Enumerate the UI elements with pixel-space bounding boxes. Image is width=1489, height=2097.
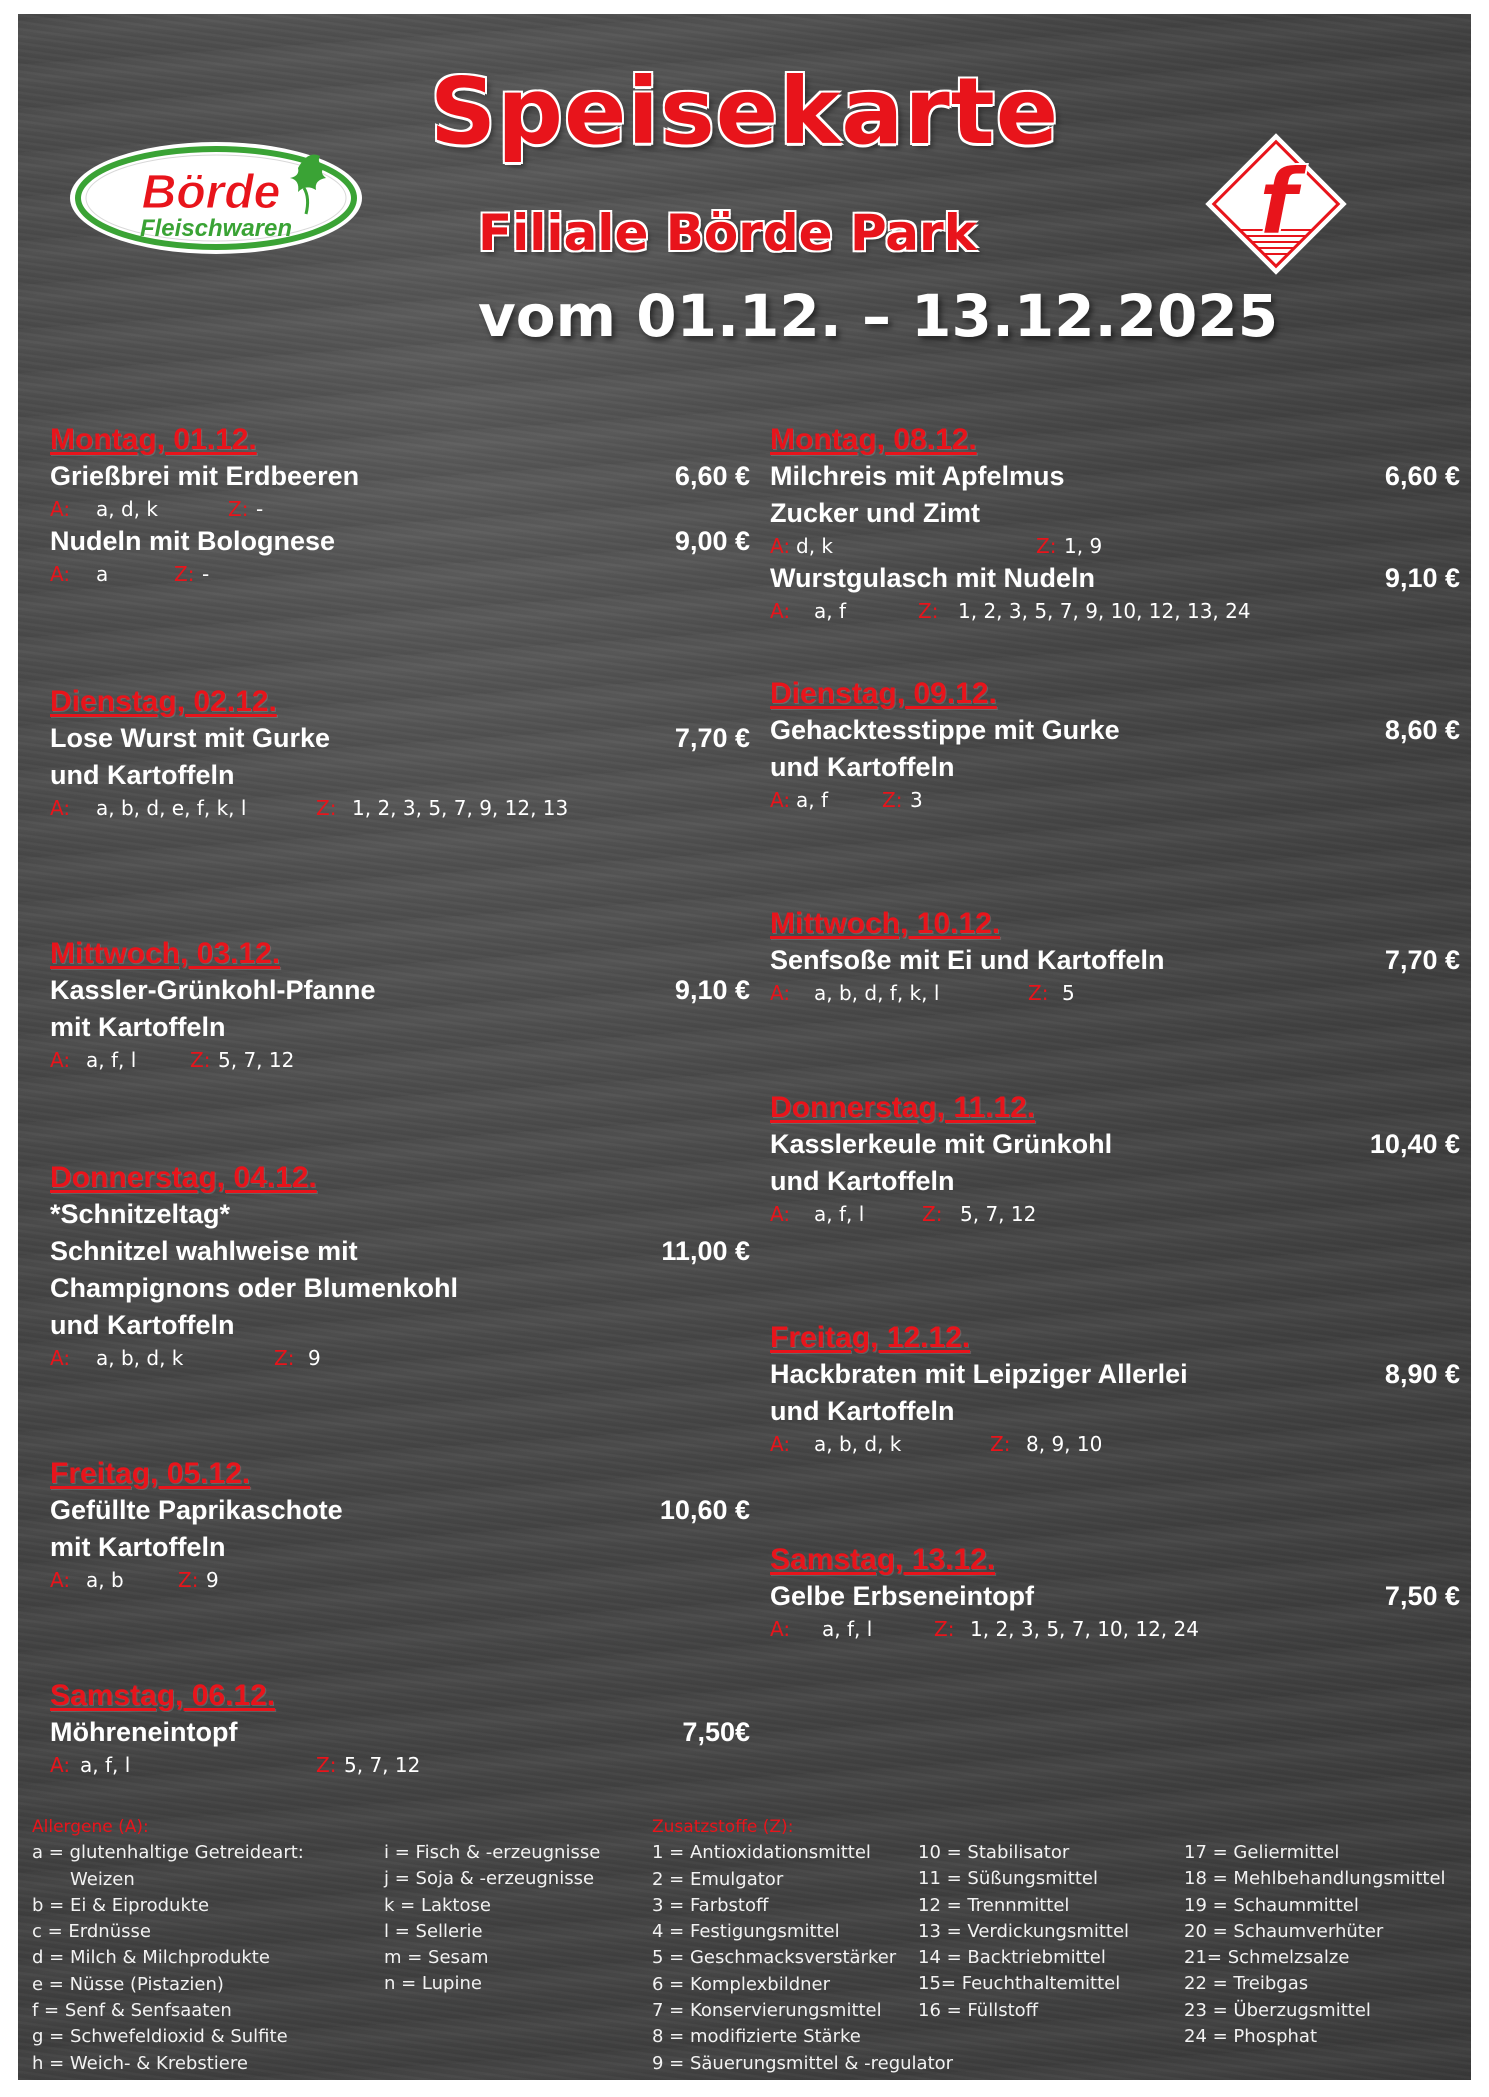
dish-price: 10,60 € xyxy=(659,1495,750,1525)
dish-name: Gelbe Erbseneintopf xyxy=(770,1581,1035,1611)
dish-price: 9,10 € xyxy=(674,975,750,1005)
dish-name: Wurstgulasch mit Nudeln xyxy=(770,563,1096,593)
day-heading: Mittwoch, 03.12. xyxy=(50,937,281,970)
allergen-line: A: a, f, l Z: 5, 7, 12 xyxy=(770,1202,1037,1226)
day-thursday-1112 xyxy=(770,1090,1460,1228)
branch-subtitle: Filiale Börde Park xyxy=(478,204,977,262)
day-saturday-0612 xyxy=(50,1678,750,1779)
day-heading: Samstag, 13.12. xyxy=(770,1543,996,1576)
dish-name: Champignons oder Blumenkohl xyxy=(50,1273,459,1303)
day-heading: Dienstag, 02.12. xyxy=(50,685,277,718)
additive-legend-col1: Zusatzstoffe (Z): 1 = Antioxidationsmittel 2 = Emulgator 3 = Farbstoff 4 = Festigungsmittel 5 = Geschmacksverstärker 6 = Komplexbildner 7 = Konservierungsmittel 8 = modifizierte Stärke 9 = Säuerungsmittel & -regulator xyxy=(652,1814,953,2077)
logo-left-line1: Börde xyxy=(141,166,281,219)
dish-name: Kassler-Grünkohl-Pfanne xyxy=(50,975,376,1005)
dish-price: 10,40 € xyxy=(1369,1129,1460,1159)
dish-name: Gefüllte Paprikaschote xyxy=(50,1495,343,1525)
day-monday-0112 xyxy=(50,422,750,588)
dish-price: 8,60 € xyxy=(1384,715,1460,745)
day-friday-0512 xyxy=(50,1456,750,1594)
dish-name: und Kartoffeln xyxy=(770,1166,955,1196)
allergen-line: A: a, f, l Z: 5, 7, 12 xyxy=(50,1048,295,1072)
dish-price: 11,00 € xyxy=(661,1236,750,1266)
day-heading: Donnerstag, 04.12. xyxy=(50,1161,317,1194)
allergen-line: A: a, f Z: 3 xyxy=(770,788,923,812)
day-thursday-0412 xyxy=(50,1160,750,1372)
dish-name: mit Kartoffeln xyxy=(50,1012,226,1042)
dish-name: und Kartoffeln xyxy=(770,1396,955,1426)
day-heading: Donnerstag, 11.12. xyxy=(770,1091,1036,1124)
dish-name: Milchreis mit Apfelmus xyxy=(770,461,1065,491)
dish-name: Lose Wurst mit Gurke xyxy=(50,723,331,753)
allergen-line: A: a, b, d, e, f, k, l Z: 1, 2, 3, 5, 7, 9, 12, 13 xyxy=(50,796,569,820)
dish-name: Kasslerkeule mit Grünkohl xyxy=(770,1129,1113,1159)
dish-name: Gehacktesstippe mit Gurke xyxy=(770,715,1120,745)
day-monday-0812 xyxy=(770,422,1460,625)
page-title: Speisekarte xyxy=(429,58,1060,165)
dish-price: 8,90 € xyxy=(1384,1359,1460,1389)
date-range: vom 01.12. – 13.12.2025 xyxy=(478,282,1279,350)
dish-price: 6,60 € xyxy=(1384,461,1460,491)
dish-name: Hackbraten mit Leipziger Allerlei xyxy=(770,1359,1188,1389)
day-heading: Montag, 01.12. xyxy=(50,423,257,456)
dish-name: Zucker und Zimt xyxy=(770,498,981,528)
day-saturday-1312 xyxy=(770,1542,1460,1643)
menu-board xyxy=(18,14,1471,2080)
dish-price: 7,70 € xyxy=(674,723,750,753)
day-tuesday-0912 xyxy=(770,676,1460,814)
allergen-line: A: a, f Z: 1, 2, 3, 5, 7, 9, 10, 12, 13, 24 xyxy=(770,599,1251,623)
allergen-line: A: a, b, d, k Z: 8, 9, 10 xyxy=(770,1432,1103,1456)
allergen-legend-title: Allergene (A): xyxy=(32,1817,149,1837)
day-wednesday-1012 xyxy=(770,906,1460,1007)
day-heading: Mittwoch, 10.12. xyxy=(770,907,1001,940)
allergen-line: A: d, k Z: 1, 9 xyxy=(770,534,1103,558)
allergen-line: A: a, d, k Z: - xyxy=(50,497,264,521)
additive-legend-col2: 10 = Stabilisator 11 = Süßungsmittel 12 = Trennmittel 13 = Verdickungsmittel 14 = Backtriebmittel 15= Feuchthaltemittel 16 = Füllstoff xyxy=(918,1842,1130,2021)
dish-name: *Schnitzeltag* xyxy=(50,1199,231,1229)
dish-price: 6,60 € xyxy=(674,461,750,491)
day-friday-1212 xyxy=(770,1320,1460,1458)
additive-legend-title: Zusatzstoffe (Z): xyxy=(652,1817,794,1837)
allergen-line: A: a, b Z: 9 xyxy=(50,1568,219,1592)
dish-name: Grießbrei mit Erdbeeren xyxy=(50,461,360,491)
dish-name: und Kartoffeln xyxy=(50,760,235,790)
allergen-line: A: a, f, l Z: 1, 2, 3, 5, 7, 10, 12, 24 xyxy=(770,1617,1199,1641)
logo-left-line2: Fleischwaren xyxy=(139,215,293,242)
day-wednesday-0312 xyxy=(50,936,750,1074)
day-heading: Freitag, 05.12. xyxy=(50,1457,251,1490)
day-heading: Montag, 08.12. xyxy=(770,423,977,456)
dish-name: und Kartoffeln xyxy=(50,1310,235,1340)
allergen-line: A: a, b, d, f, k, l Z: 5 xyxy=(770,981,1075,1005)
allergen-legend-col2: i = Fisch & -erzeugnisse j = Soja & -erzeugnisse k = Laktose l = Sellerie m = Sesam n = Lupine xyxy=(384,1842,601,1995)
dish-price: 7,50€ xyxy=(682,1717,750,1747)
dish-name: und Kartoffeln xyxy=(770,752,955,782)
dish-price: 9,10 € xyxy=(1384,563,1460,593)
day-heading: Freitag, 12.12. xyxy=(770,1321,971,1354)
dish-name: mit Kartoffeln xyxy=(50,1532,226,1562)
dish-name: Nudeln mit Bolognese xyxy=(50,526,336,556)
day-tuesday-0212 xyxy=(50,684,750,822)
allergen-line: A: a, b, d, k Z: 9 xyxy=(50,1346,321,1370)
dish-name: Möhreneintopf xyxy=(50,1717,238,1747)
dish-price: 7,50 € xyxy=(1384,1581,1460,1611)
allergen-line: A: a Z: - xyxy=(50,562,210,586)
allergen-line: A: a, f, l Z: 5, 7, 12 xyxy=(50,1753,421,1777)
day-heading: Dienstag, 09.12. xyxy=(770,677,997,710)
dish-name: Senfsoße mit Ei und Kartoffeln xyxy=(770,945,1165,975)
logo-right-letter: f xyxy=(1257,149,1299,256)
additive-legend-col3: 17 = Geliermittel 18 = Mehlbehandlungsmittel 19 = Schaummittel 20 = Schaumverhüter 21= Schmelzsalze 22 = Treibgas 23 = Überzugsmittel 24 = Phosphat xyxy=(1184,1842,1446,2048)
dish-price: 9,00 € xyxy=(674,526,750,556)
dish-price: 7,70 € xyxy=(1384,945,1460,975)
dish-name: Schnitzel wahlweise mit xyxy=(50,1236,358,1266)
allergen-legend-col1: Allergene (A): a = glutenhaltige Getreideart: Weizen b = Ei & Eiprodukte c = Erdnüsse d = Milch & Milchprodukte e = Nüsse (Pistazien) f = Senf & Senfsaaten g = Schwefeldioxid & Sulfite h = Weich- & Krebstiere xyxy=(32,1814,304,2077)
day-heading: Samstag, 06.12. xyxy=(50,1679,276,1712)
